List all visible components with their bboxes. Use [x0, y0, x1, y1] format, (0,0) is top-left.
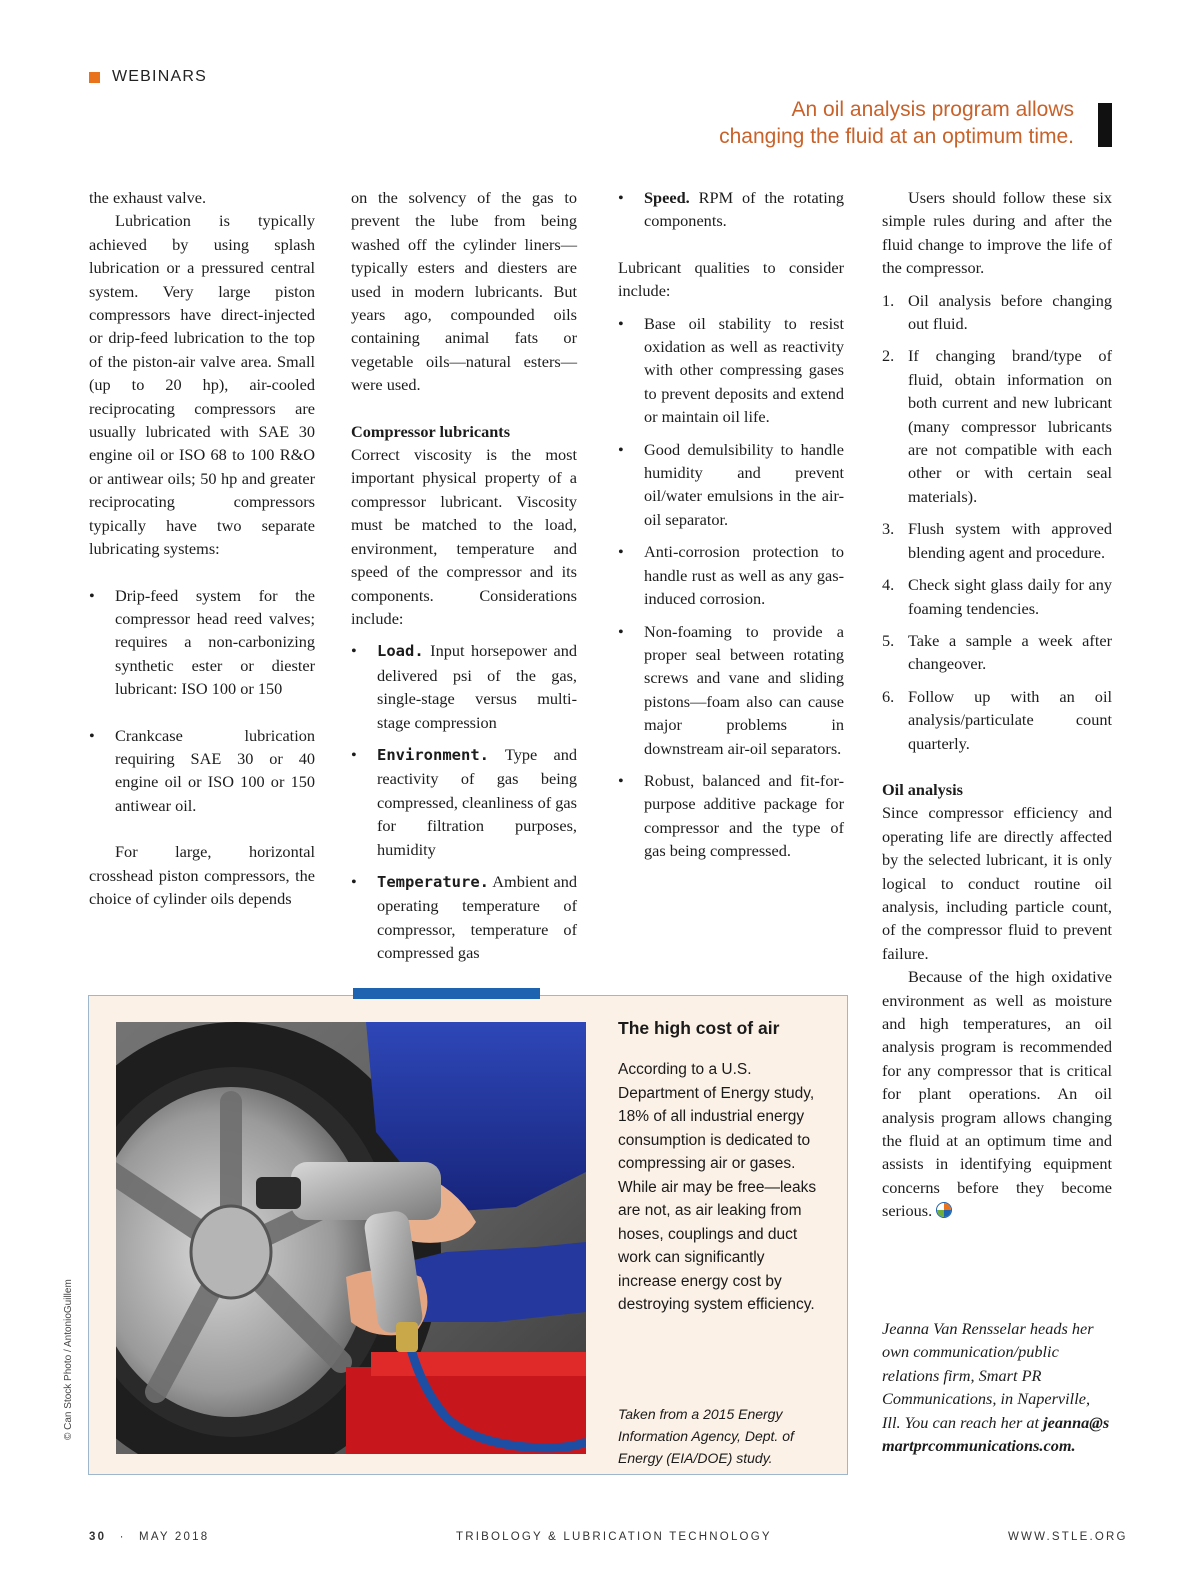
magazine-name: TRIBOLOGY & LUBRICATION TECHNOLOGY [456, 1531, 772, 1543]
item-text: Flush system with approved blending agent and procedure. [908, 519, 1112, 562]
bullet-text: RPM of the rotating components. [644, 188, 844, 231]
paragraph: Lubricant qualities to consider include: [618, 257, 844, 301]
section-heading: Compressor lubricants [351, 421, 511, 441]
bullet-item: • Robust, balanced and fit-for-purpose additive package for compressor and the type of gas being compressed. [618, 769, 844, 863]
column-2 [351, 186, 577, 965]
section-heading: Oil analysis [882, 779, 963, 799]
item-number: 3. [882, 519, 895, 539]
sidebar-tab [353, 988, 540, 999]
bullet-term: Speed. [644, 188, 690, 207]
bio-email: jeanna@smartprcommunications.com [882, 1412, 1110, 1456]
paragraph: Users should follow these six simple rules during and after the fluid change to improve the life of the compressor. [882, 188, 1112, 278]
item-text: Check sight glass daily for any foaming tendencies. [908, 575, 1112, 618]
item-text: Follow up with an oil analysis/particulate count quarterly. [908, 686, 1112, 753]
bullet-text: Input horsepower and delivered psi of the gas, single-stage versus multi-stage compression [377, 641, 577, 732]
item-number: 1. [882, 290, 895, 310]
bullet-term: Load. [377, 642, 424, 661]
bullet-text: Type and reactivity of gas being compressed, cleanliness of gas for filtration purposes, humidity [377, 744, 577, 859]
stle-logo-icon [936, 1202, 952, 1218]
impact-wrench-photo [116, 1022, 586, 1454]
bullet-item: • Crankcase lubrication requiring SAE 30 or 40 engine oil or ISO 100 or 150 antiwear oil. [89, 724, 315, 818]
bullet-item [618, 186, 844, 233]
section-marker-icon [89, 72, 100, 83]
numbered-item [882, 685, 1112, 755]
sidebar-title: The high cost of air [618, 1018, 780, 1038]
column-1 [89, 186, 315, 910]
section-label: WEBINARS [112, 68, 207, 85]
sidebar-text [618, 1016, 818, 1317]
paragraph: For large, horizontal crosshead piston compressors, the choice of cylinder oils depends [89, 842, 315, 908]
paragraph-text: Because of the high oxidative environment as well as moisture and high temperatures, an oil analysis program is recommended for any compressor that is critical for plant operations. An oil analysis program allows changing the fluid at an optimum time and assists in identifying equipment concerns before they become serious. [882, 967, 1112, 1221]
numbered-item [882, 517, 1112, 564]
bullet-item [351, 870, 577, 965]
bullet-term: Environment. [377, 745, 489, 764]
numbered-item [882, 573, 1112, 620]
item-text: If changing brand/type of fluid, obtain information on both current and new lubricant (many compressor lubricants are not compatible with each other or with certain seal materials). [908, 346, 1112, 506]
paragraph: on the solvency of the gas to prevent the lube from being washed off the cylinder liners—typically esters and diesters are used in modern lubricants. But years ago, compounded oils containing animal fats or vegetable oils—natural esters—were used. [351, 188, 577, 395]
item-text: Oil analysis before changing out fluid. [908, 290, 1112, 334]
author-bio [882, 1317, 1112, 1457]
bullet-item [351, 743, 577, 861]
paragraph: Since compressor efficiency and operating life are directly affected by the selected lubricant, it is only logical to conduct routine oil analysis, including particle count, of the compressor fluid to prevent failure. [882, 803, 1112, 963]
pull-quote-bar [1098, 103, 1112, 147]
paragraph [882, 965, 1112, 1222]
footer-left [89, 1531, 209, 1543]
bullet-item: • Non-foaming to provide a proper seal between rotating screws and vane and sliding pistons—foam also can cause major problems in downstream air-oil separators. [618, 620, 844, 760]
numbered-item [882, 289, 1112, 336]
bullet-item: • Good demulsibility to handle humidity and prevent oil/water emulsions in the air-oil separator. [618, 438, 844, 532]
paragraph: the exhaust valve. [89, 188, 207, 207]
issue-date: MAY 2018 [139, 1531, 210, 1543]
sidebar-body: According to a U.S. Department of Energy study, 18% of all industrial energy consumption is dedicated to compressing air or gases. While air may be free—leaks are not, as air leaking from hoses, couplings and duct work can significantly increase energy cost by destroying system efficiency. [618, 1061, 817, 1313]
pull-quote [654, 96, 1074, 150]
photo-credit: © Can Stock Photo / AntonioGuillem [63, 1279, 74, 1440]
bullet-term: Temperature. [377, 872, 489, 891]
bullet-text: Ambient and operating temperature of compressor, temperature of compressed gas [377, 871, 577, 963]
bio-end: . [1071, 1436, 1076, 1456]
item-text: Take a sample a week after changeover. [908, 630, 1112, 674]
column-3 [618, 186, 844, 863]
item-number: 2. [882, 346, 895, 366]
bio-text: Jeanna Van Rensselar heads her own communication/public relations firm, Smart PR Communications, in Naperville, Ill. You can reach her at [882, 1319, 1094, 1432]
website: WWW.STLE.ORG [1008, 1531, 1128, 1543]
pull-quote-line-2: changing the fluid at an optimum time. [719, 125, 1074, 148]
bullet-item: • Base oil stability to resist oxidation as well as reactivity with other compressing gases to prevent deposits and extend or maintain oil life. [618, 312, 844, 429]
item-number: 4. [882, 575, 895, 595]
column-4 [882, 186, 1112, 1223]
paragraph: Correct viscosity is the most important physical property of a compressor lubricant. Viscosity must be matched to the load, environment, temperature and speed of the compressor and its components. Considerations include: [351, 445, 577, 628]
item-number: 5. [882, 630, 895, 650]
page-number: 30 [89, 1531, 107, 1543]
bullet-item [351, 639, 577, 734]
bullet-item: • Drip-feed system for the compressor head reed valves; requires a non-carbonizing synthetic ester or diester lubricant: ISO 100 or 150 [89, 584, 315, 701]
item-number: 6. [882, 686, 895, 706]
paragraph: Lubrication is typically achieved by using splash lubrication or a pressured central system. Very large piston compressors have direct-injected or drip-feed lubrication to the top of the piston-air valve area. Small (up to 20 hp), air-cooled reciprocating compressors are usually lubricated with SAE 30 engine oil or ISO 68 to 100 R&O or antiwear oils; 50 hp and greater reciprocating compressors typically have two separate lubricating systems: [89, 211, 315, 559]
sidebar-source: Taken from a 2015 Energy Information Agency, Dept. of Energy (EIA/DOE) study. [618, 1406, 794, 1466]
section-tag [89, 66, 207, 88]
bullet-item: • Anti-corrosion protection to handle rust as well as any gas-induced corrosion. [618, 540, 844, 610]
numbered-item [882, 629, 1112, 676]
footer-separator: · [119, 1531, 126, 1543]
pull-quote-line-1: An oil analysis program allows [791, 98, 1074, 121]
numbered-item [882, 344, 1112, 508]
